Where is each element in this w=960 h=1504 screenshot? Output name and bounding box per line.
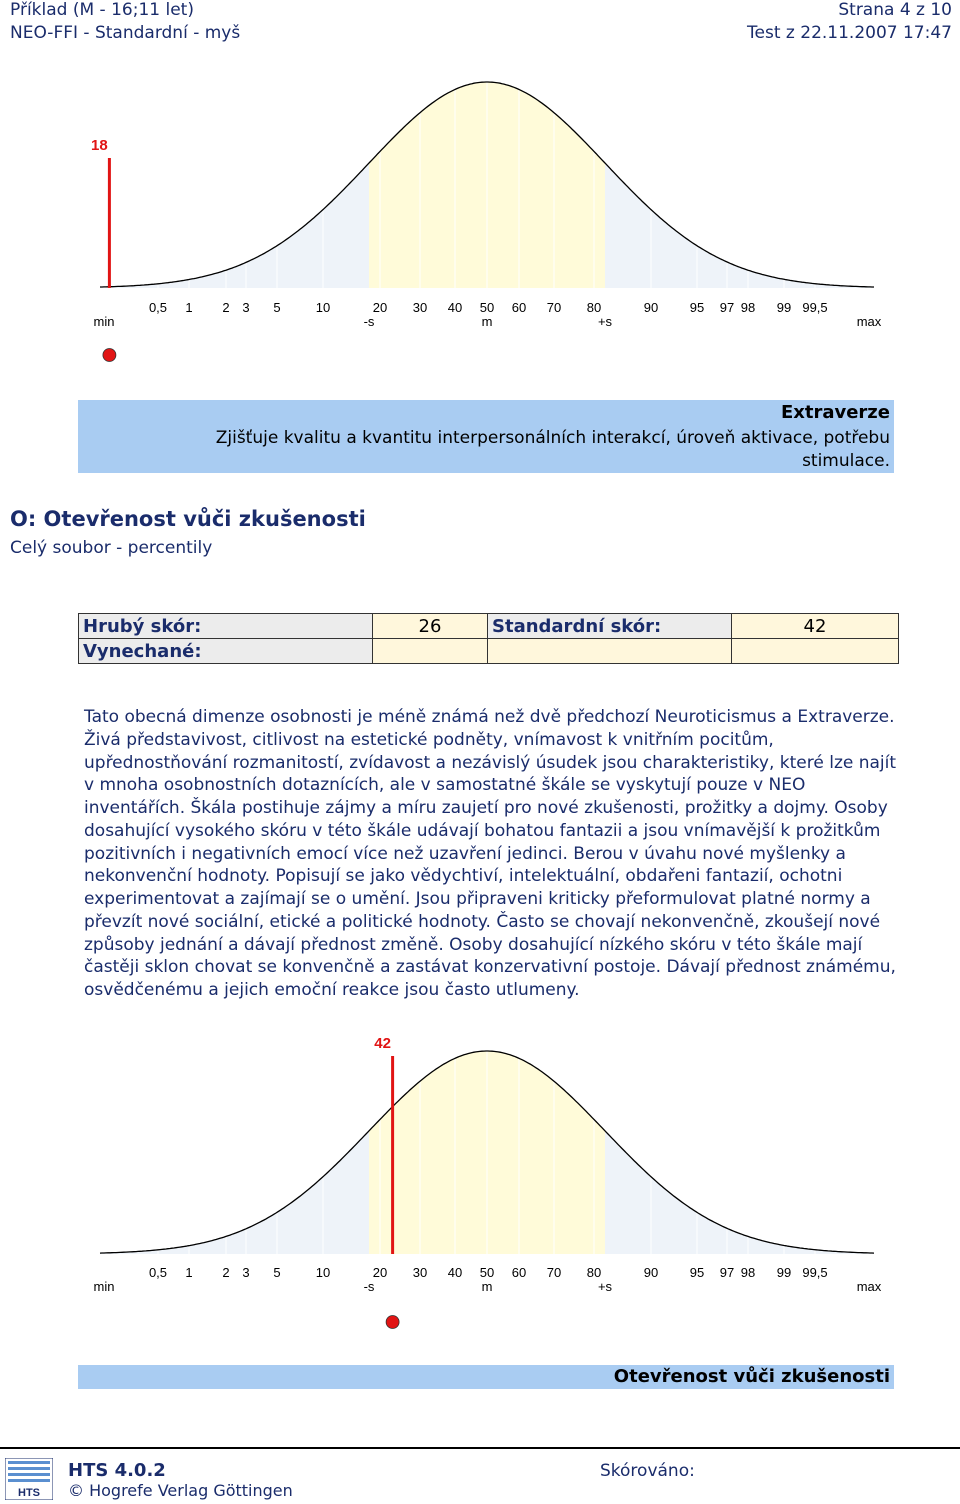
header-test-name: NEO-FFI - Standardní - myš (10, 23, 241, 43)
openness-description: Tato obecná dimenze osobnosti je méně známá než dvě předchozí Neuroticismus a Extraverze. Živá představivost, citlivost na estetické podněty, vnímavost k vnitřním pocitům, upřednostňování rozmanitostí, zvídavost a nezávislý úsudek jsou charakteristiky, které lze najít v mnoha osobnostních dotaznících, ale v samostatné škále se vyskytují pouze v NEO inventářích. Škála postihuje zájmy a míru zaujetí pro nové zkušenosti, prožitky a dojmy. Osoby dosahující vysokého skóru v této škále udávají bohatou fantazii a jsou vnímavější k prožitkům pozitivních i negativních emocí více než uzavření jedinci. Berou v úvahu nové myšlenky a nekonvenční hodnoty. Popisují se jako vědychtiví, intelektuální, obdařeni fantazií, ochotni experimentovat a zajímají se o umění. Jsou připraveni kriticky přeformulovat platné normy a převzít nové sociální, etické a politické hodnoty. Často se chovají nekonvenčně, zkoušejí nové způsoby jednání a dávají přednost změně. Osoby dosahující nízkého skóru v této škále mají častěji sklon chovat se konvenčně a zastávat konzervativní postoje. Dávají přednost známému, osvědčenému a jejich emoční reakce jsou často utlumeny. (84, 707, 897, 1000)
axis-label-min: min (93, 314, 115, 329)
score-table (78, 613, 899, 664)
openness-curve-svg (0, 1030, 960, 1360)
percentile-tick-label: 70 (546, 300, 562, 315)
openness-banner (78, 1365, 894, 1389)
percentile-tick-label: 10 (315, 300, 331, 315)
openness-chart (0, 1030, 960, 1360)
percentile-tick-label: 98 (740, 300, 756, 315)
axis-label-plus-s: +s (597, 314, 613, 329)
percentile-tick-label: 3 (242, 300, 250, 315)
section-subtitle: Celý soubor - percentily (10, 538, 213, 558)
axis-label-max: max (856, 1279, 882, 1294)
percentile-tick-label: 99,5 (802, 300, 828, 315)
percentile-tick-label: 95 (689, 1265, 705, 1280)
axis-label-minus-s: -s (363, 314, 375, 329)
percentile-tick-label: 60 (511, 300, 527, 315)
axis-label-max: max (856, 314, 882, 329)
extraverze-banner (78, 400, 894, 473)
percentile-tick-label: 2 (222, 1265, 230, 1280)
percentile-tick-label: 10 (315, 1265, 331, 1280)
percentile-tick-label: 99 (776, 300, 792, 315)
raw-score-value: 26 (373, 614, 488, 639)
raw-score-label: Hrubý skór: (79, 614, 373, 639)
score-marker-label: 42 (374, 1035, 391, 1052)
axis-label-plus-s: +s (597, 1279, 613, 1294)
missing-empty-cell-2 (732, 639, 899, 664)
header-client: Příklad (M - 16;11 let) (10, 0, 194, 20)
percentile-tick-label: 60 (511, 1265, 527, 1280)
extraverze-description: Zjišťuje kvalitu a kvantitu interpersonálních interakcí, úroveň aktivace, potřebu stimulace. (215, 428, 890, 471)
percentile-tick-label: 50 (479, 300, 495, 315)
percentile-tick-label: 20 (372, 300, 388, 315)
axis-label-m: m (481, 1279, 493, 1294)
hts-logo (5, 1458, 53, 1500)
lower-tail-band (100, 1131, 369, 1254)
missing-empty-cell (488, 639, 732, 664)
percentile-tick-label: 30 (412, 300, 428, 315)
percentile-tick-label: 20 (372, 1265, 388, 1280)
footer-version: HTS 4.0.2 (68, 1460, 166, 1481)
upper-tail-band (605, 1131, 874, 1254)
percentile-tick-label: 95 (689, 300, 705, 315)
standard-score-label: Standardní skór: (488, 614, 732, 639)
missing-value (373, 639, 488, 664)
lower-tail-band (100, 163, 369, 288)
percentile-tick-label: 2 (222, 300, 230, 315)
percentile-tick-label: 0,5 (148, 1265, 168, 1280)
missing-label: Vynechané: (79, 639, 373, 664)
axis-label-minus-s: -s (363, 1279, 375, 1294)
percentile-tick-label: 80 (586, 300, 602, 315)
percentile-tick-label: 1 (185, 1265, 193, 1280)
percentile-tick-label: 70 (546, 1265, 562, 1280)
score-marker-dot (103, 349, 116, 362)
percentile-tick-label: 50 (479, 1265, 495, 1280)
axis-label-m: m (481, 314, 493, 329)
percentile-tick-label: 90 (643, 300, 659, 315)
section-title: O: Otevřenost vůči zkušenosti (10, 507, 366, 531)
extraverze-title: Extraverze (780, 402, 890, 423)
axis-label-min: min (93, 1279, 115, 1294)
percentile-tick-label: 80 (586, 1265, 602, 1280)
percentile-tick-label: 0,5 (148, 300, 168, 315)
percentile-tick-label: 99 (776, 1265, 792, 1280)
percentile-tick-label: 98 (740, 1265, 756, 1280)
percentile-tick-label: 40 (447, 300, 463, 315)
percentile-tick-label: 97 (719, 300, 735, 315)
footer-copyright: © Hogrefe Verlag Göttingen (68, 1481, 293, 1500)
standard-score-value: 42 (732, 614, 899, 639)
score-marker-label: 18 (91, 137, 108, 154)
extraverze-curve-svg (0, 0, 960, 370)
percentile-tick-label: 40 (447, 1265, 463, 1280)
percentile-tick-label: 97 (719, 1265, 735, 1280)
percentile-tick-label: 99,5 (802, 1265, 828, 1280)
percentile-tick-label: 1 (185, 300, 193, 315)
percentile-tick-label: 5 (273, 300, 281, 315)
percentile-tick-label: 5 (273, 1265, 281, 1280)
percentile-tick-label: 3 (242, 1265, 250, 1280)
header-page: Strana 4 z 10 (838, 0, 952, 20)
header-test-date: Test z 22.11.2007 17:47 (747, 23, 952, 43)
score-marker-dot (386, 1316, 399, 1329)
upper-tail-band (605, 163, 874, 288)
extraverze-chart (0, 0, 960, 370)
openness-banner-title: Otevřenost vůči zkušenosti (613, 1366, 890, 1387)
footer-scored-label: Skórováno: (600, 1461, 695, 1481)
footer-divider (0, 1447, 960, 1449)
percentile-tick-label: 90 (643, 1265, 659, 1280)
logo-text: HTS (18, 1487, 40, 1499)
percentile-tick-label: 30 (412, 1265, 428, 1280)
